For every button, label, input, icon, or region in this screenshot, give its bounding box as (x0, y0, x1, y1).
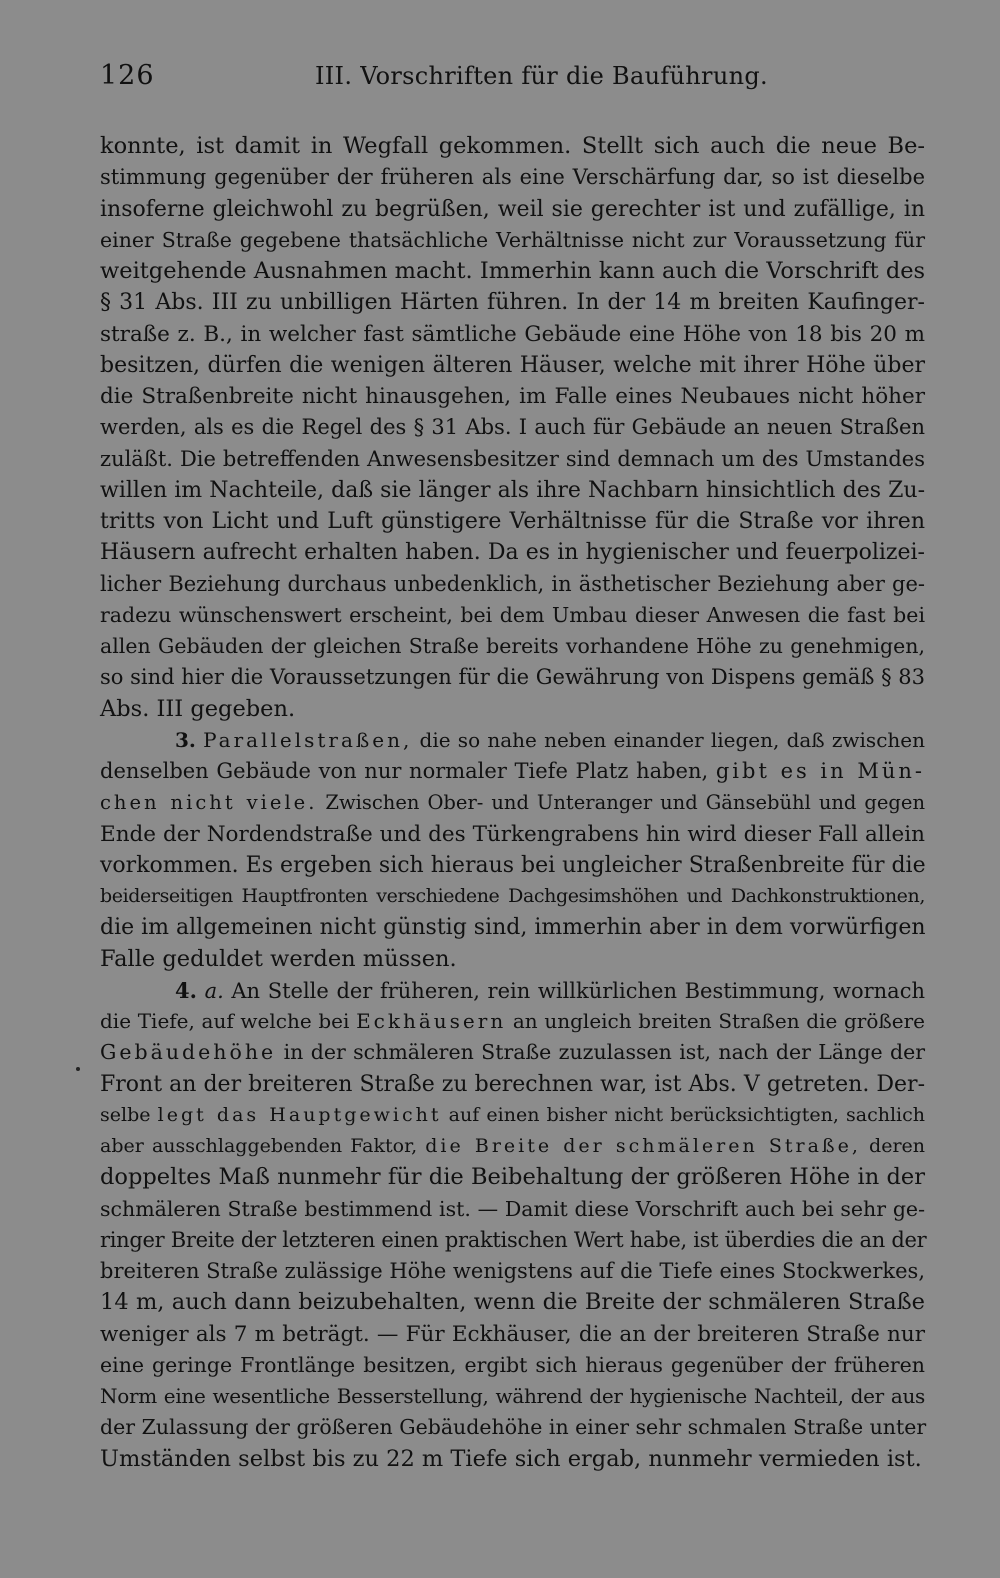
text-line: Umständen selbst bis zu 22 m Tiefe sich ergab, nunmehr vermieden ist. (100, 1445, 922, 1472)
text-line: 14 m, auch dann beizubehalten, wenn die Breite der schmäleren Straße (100, 1289, 925, 1316)
text-line: beiderseitigen Hauptfronten verschiedene Dachgesimshöhen und Dachkonstruktionen, (100, 885, 925, 907)
page-number: 126 (100, 60, 155, 91)
text-fragment: die Tiefe, auf welche bei (100, 1009, 357, 1033)
text-fragment: auf einen bisher nicht berücksichtigten, sachlich (441, 1103, 926, 1126)
text-line (100, 787, 925, 818)
text-fragment: an ungleich breiten Straßen die größere (506, 1009, 925, 1033)
text-fragment: die so nahe neben einander liegen, daß zwischen (412, 727, 925, 752)
text-line: ringer Breite der letzteren einen praktischen Wert habe, ist überdies die an der (100, 1227, 927, 1252)
text-line: schmäleren Straße bestimmend ist. — Damit diese Vorschrift auch bei sehr ge- (100, 1196, 925, 1221)
text-fragment: in der schmäleren Straße zuzulassen ist, nach der Länge der (276, 1040, 925, 1065)
text-line: eine geringe Frontlänge besitzen, ergibt sich hieraus gegenüber der früheren (100, 1352, 925, 1377)
text-line: radezu wünschenswert erscheint, bei dem Umbau dieser Anwesen die fast bei (100, 602, 925, 627)
paragraph-3-first-line (100, 725, 925, 756)
body-text (100, 131, 925, 1475)
text-line: die im allgemeinen nicht günstig sind, immerhin aber in dem vorwürfigen (100, 915, 926, 941)
text-line: insoferne gleichwohl zu begrüßen, weil sie gerechter ist und zufällige, in (100, 196, 925, 222)
text-line (100, 1100, 925, 1131)
text-line: tritts von Licht und Luft günstigere Verhältnisse für die Straße vor ihren (100, 509, 925, 534)
text-fragment: aber ausschlaggebenden Faktor, (100, 1135, 426, 1157)
text-line: besitzen, dürfen die wenigen älteren Häuser, welche mit ihrer Höhe über (100, 352, 925, 378)
emphasized-term: Eckhäusern (356, 1009, 507, 1033)
running-head: III. Vorschriften für die Bauführung. (315, 62, 768, 90)
paragraph-number: 4. (175, 977, 197, 1003)
text-fragment: Zwischen Ober- und Unteranger und Gänsebühl und gegen (317, 791, 926, 815)
text-fragment: selbe (100, 1103, 158, 1126)
page-header (100, 60, 930, 100)
text-line (100, 1037, 925, 1068)
emphasized-term: Parallelstraßen, (203, 727, 413, 752)
text-line: zuläßt. Die betreffenden Anwesensbesitzer sind demnach um des Umstandes (100, 446, 925, 471)
text-line: einer Straße gegebene thatsächliche Verhältnisse nicht zur Voraussetzung für (100, 227, 925, 252)
text-line: so sind hier die Voraussetzungen für die Gewährung von Dispens gemäß § 83 (100, 665, 925, 690)
text-line: straße z. B., in welcher fast sämtliche Gebäude eine Höhe von 18 bis 20 m (100, 321, 925, 347)
text-line: Abs. III gegeben. (100, 695, 296, 722)
text-line: licher Beziehung durchaus unbedenklich, in ästhetischer Beziehung aber ge- (100, 571, 925, 596)
text-line: Ende der Nordendstraße und des Türkengrabens hin wird dieser Fall allein (100, 821, 925, 847)
text-line (100, 1131, 925, 1162)
text-line: weitgehende Ausnahmen macht. Immerhin kann auch die Vorschrift des (100, 258, 926, 284)
emphasized-term: Gebäudehöhe (100, 1040, 277, 1065)
emphasized-phrase: legt das Hauptgewicht (157, 1103, 442, 1126)
text-line: Häusern aufrecht erhalten haben. Da es in hygienischer und feuerpolizei- (100, 540, 925, 566)
text-fragment: An Stelle der früheren, rein willkürlichen Bestimmung, wornach (223, 978, 925, 1003)
text-line: weniger als 7 m beträgt. — Für Eckhäuser, die an der breiteren Straße nur (100, 1321, 925, 1347)
paragraph-number: 3. (175, 727, 196, 752)
emphasized-phrase: chen nicht viele. (100, 791, 318, 815)
text-line (100, 1006, 925, 1037)
text-line: stimmung gegenüber der früheren als eine Verschärfung dar, so ist dieselbe (100, 165, 925, 190)
emphasized-phrase: die Breite der schmäleren Straße, (425, 1135, 861, 1157)
text-line: vorkommen. Es ergeben sich hieraus bei ungleicher Straßenbreite für die (100, 852, 926, 878)
text-line: willen im Nachteile, daß sie länger als ihre Nachbarn hinsichtlich des Zu- (100, 477, 925, 503)
text-line: Norm eine wesentliche Besserstellung, während der hygienische Nachteil, der aus (100, 1384, 925, 1408)
text-line: breiteren Straße zulässige Höhe wenigstens auf die Tiefe eines Stockwerkes, (100, 1259, 925, 1283)
text-line: konnte, ist damit in Wegfall gekommen. Stellt sich auch die neue Be- (100, 133, 925, 159)
margin-dot-mark (76, 1067, 80, 1071)
paragraph-4-first-line (100, 975, 925, 1006)
text-line: die Straßenbreite nicht hinausgehen, im Falle eines Neubaues nicht höher (100, 384, 925, 409)
text-line: doppeltes Maß nunmehr für die Beibehaltung der größeren Höhe in der (100, 1164, 925, 1191)
text-fragment: denselben Gebäude von nur normaler Tiefe Platz haben, (100, 759, 716, 783)
text-line (100, 756, 925, 787)
text-line: werden, als es die Regel des § 31 Abs. I auch für Gebäude an neuen Straßen (100, 415, 925, 440)
text-line: allen Gebäuden der gleichen Straße bereits vorhandene Höhe zu genehmigen, (100, 634, 925, 658)
text-line: § 31 Abs. III zu unbilligen Härten führen. In der 14 m breiten Kaufinger- (100, 290, 925, 316)
text-fragment: deren (860, 1135, 926, 1157)
text-line: Front an der breiteren Straße zu berechnen war, ist Abs. V getreten. Der- (100, 1071, 925, 1097)
emphasized-phrase: gibt es in Mün- (715, 759, 925, 783)
sub-item-letter: a. (204, 978, 224, 1003)
text-line: der Zulassung der größeren Gebäudehöhe in einer sehr schmalen Straße unter (100, 1415, 927, 1440)
text-line: Falle geduldet werden müssen. (100, 945, 457, 972)
